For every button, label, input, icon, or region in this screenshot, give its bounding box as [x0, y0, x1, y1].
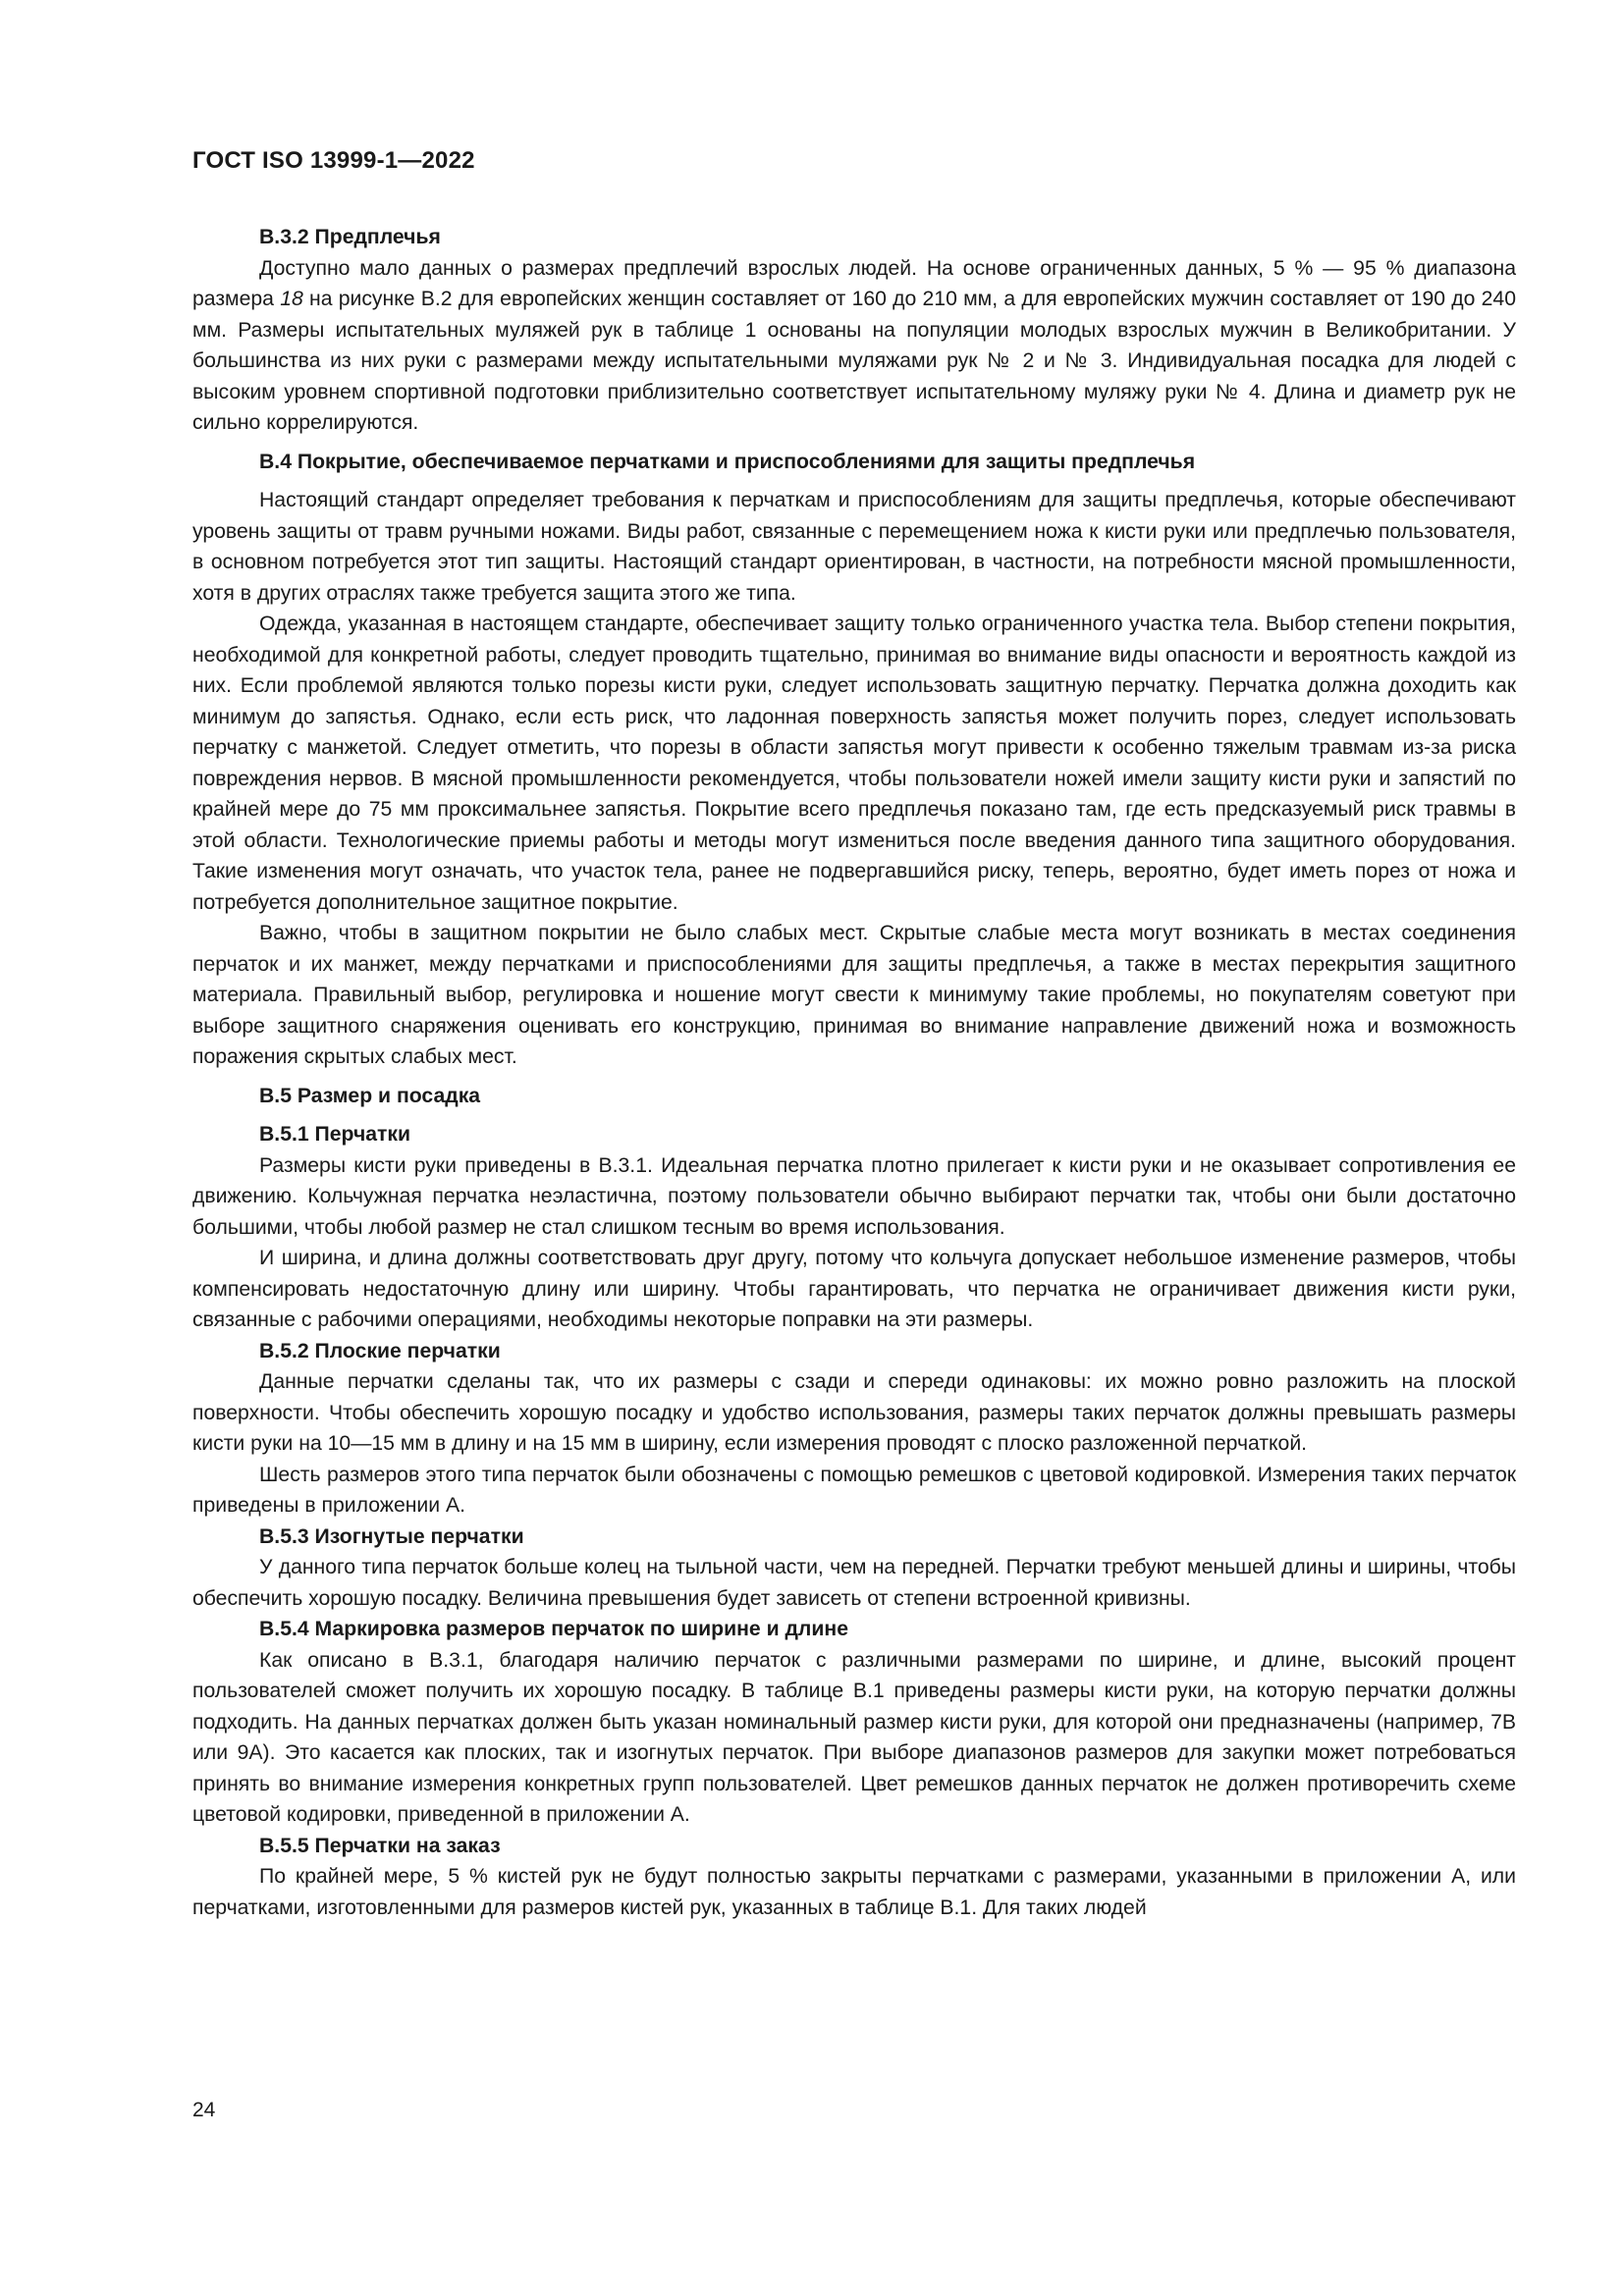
- section-heading: B.5.4 Маркировка размеров перчаток по ширине и длине: [259, 1618, 848, 1640]
- section-heading: B.5 Размер и посадка: [259, 1084, 481, 1107]
- paragraph: Настоящий стандарт определяет требования к перчаткам и приспособлениям для защиты предплечья, которые обеспечивают уровень защиты от травм ручными ножами. Виды работ, связанные с перемещением ножа к кисти руки или предплечью пользователя, в основном потребуется этот тип защиты. Настоящий стандарт ориентирован, в частности, на потребности мясной промышленности, хотя в других отраслях также требуется защита этого же типа.: [192, 489, 1516, 605]
- section-b-5-5: [192, 1831, 1516, 1924]
- section-heading: B.4 Покрытие, обеспечиваемое перчатками и приспособлениями для защиты предплечья: [259, 450, 1196, 473]
- section-heading: B.5.2 Плоские перчатки: [259, 1339, 501, 1362]
- paragraph: Одежда, указанная в настоящем стандарте, обеспечивает защиту только ограниченного участка тела. Выбор степени покрытия, необходимой для конкретной работы, следует проводить тщательно, принимая во внимание виды опасности и вероятность каждой из них. Если проблемой являются только порезы кисти руки, следует использовать защитную перчатку. Перчатка должна доходить как минимум до запястья. Однако, если есть риск, что ладонная поверхность запястья может получить порез, следует использовать перчатку с манжетой. Следует отметить, что порезы в области запястья могут привести к особенно тяжелым травмам из-за риска повреждения нервов. В мясной промышленности рекомендуется, чтобы пользователи ножей имели защиту кисти руки и запястий по крайней мере до 75 мм проксимальнее запястья. Покрытие всего предплечья показано там, где есть предсказуемый риск травмы в этой области. Технологические приемы работы и методы могут измениться после введения данного типа защитного оборудования. Такие изменения могут означать, что участок тела, ранее не подвергавшийся риску, теперь, вероятно, будет иметь порез от ножа и потребуется дополнительное защитное покрытие.: [192, 613, 1516, 914]
- paragraph: По крайней мере, 5 % кистей рук не будут полностью закрыты перчатками с размерами, указанными в приложении А, или перчатками, изготовленными для размеров кистей рук, указанных в таблице B.1. Для таких людей: [192, 1865, 1516, 1919]
- paragraph: У данного типа перчаток больше колец на тыльной части, чем на передней. Перчатки требуют меньшей длины и ширины, чтобы обеспечить хорошую посадку. Величина превышения будет зависеть от степени встроенной кривизны.: [192, 1556, 1516, 1610]
- document-header: ГОСТ ISO 13999-1—2022: [192, 147, 475, 174]
- paragraph: И ширина, и длина должны соответствовать друг другу, потому что кольчуга допускает небольшое изменение размеров, чтобы компенсировать недостаточную длину или ширину. Чтобы гарантировать, что перчатка не ограничивает движения кисти руки, связанные с рабочими операциями, необходимы некоторые поправки на эти размеры.: [192, 1247, 1516, 1331]
- section-heading: B.5.1 Перчатки: [259, 1123, 411, 1146]
- paragraph: Данные перчатки сделаны так, что их размеры с сзади и спереди одинаковы: их можно ровно разложить на плоской поверхности. Чтобы обеспечить хорошую посадку и удобство использования, размеры таких перчаток должны превышать размеры кисти руки на 10—15 мм в длину и на 15 мм в ширину, если измерения проводят с плоско разложенной перчаткой.: [192, 1370, 1516, 1455]
- paragraph: Размеры кисти руки приведены в B.3.1. Идеальная перчатка плотно прилегает к кисти руки и не оказывает сопротивления ее движению. Кольчужная перчатка неэластична, поэтому пользователи обычно выбирают перчатки так, чтобы они были достаточно большими, чтобы любой размер не стал слишком тесным во время использования.: [192, 1153, 1516, 1239]
- section-b-3-2: [192, 222, 1516, 439]
- section-heading: B.5.5 Перчатки на заказ: [259, 1834, 501, 1857]
- paragraph: Как описано в B.3.1, благодаря наличию перчаток с различными размерами по ширине, и длине, высокий процент пользователей сможет получить их хорошую посадку. В таблице B.1 приведены размеры кисти руки, на которую перчатки должны подходить. На данных перчатках должен быть указан номинальный размер кисти руки, для которой они предназначены (например, 7B или 9A). Это касается как плоских, так и изогнутых перчаток. При выборе диапазонов размеров для закупки может потребоваться принять во внимание измерения конкретных групп пользователей. Цвет ремешков данных перчаток не должен противоречить схеме цветовой кодировки, приведенной в приложении А.: [192, 1648, 1516, 1826]
- section-b-5-3: [192, 1522, 1516, 1615]
- page-number: 24: [192, 2099, 216, 2121]
- section-b-5-4: [192, 1614, 1516, 1831]
- paragraph: Доступно мало данных о размерах предплечий взрослых людей. На основе ограниченных данных, 5 % — 95 % диапазона размера 18 на рисунке B.2 для европейских женщин составляет от 160 до 210 мм, а для европейских мужчин составляет от 190 до 240 мм. Размеры испытательных муляжей рук в таблице 1 основаны на популяции молодых взрослых мужчин в Великобритании. У большинства из них руки с размерами между испытательными муляжами рук № 2 и № 3. Индивидуальная посадка для людей с высоким уровнем спортивной подготовки приблизительно соответствует испытательному муляжу руки № 4. Длина и диаметр рук не сильно коррелируются.: [192, 256, 1516, 434]
- paragraph: Шесть размеров этого типа перчаток были обозначены с помощью ремешков с цветовой кодировкой. Измерения таких перчаток приведены в приложении А.: [192, 1463, 1516, 1517]
- section-b-5-1: [192, 1119, 1516, 1336]
- section-b-5-2: [192, 1336, 1516, 1522]
- document-body: [192, 222, 1516, 1923]
- section-b-4: [192, 447, 1516, 1073]
- paragraph: Важно, чтобы в защитном покрытии не было слабых мест. Скрытые слабые места могут возникать в местах соединения перчаток и их манжет, между перчатками и приспособлениями для защиты предплечья, а также в местах перекрытия защитного материала. Правильный выбор, регулировка и ношение могут свести к минимуму такие проблемы, но покупателям советуют при выборе защитного снаряжения оценивать его конструкцию, принимая во внимание направление движений ножа и возможность поражения скрытых слабых мест.: [192, 922, 1516, 1068]
- section-b-5: [192, 1081, 1516, 1112]
- section-heading: B.3.2 Предплечья: [259, 226, 441, 248]
- section-heading: B.5.3 Изогнутые перчатки: [259, 1524, 524, 1548]
